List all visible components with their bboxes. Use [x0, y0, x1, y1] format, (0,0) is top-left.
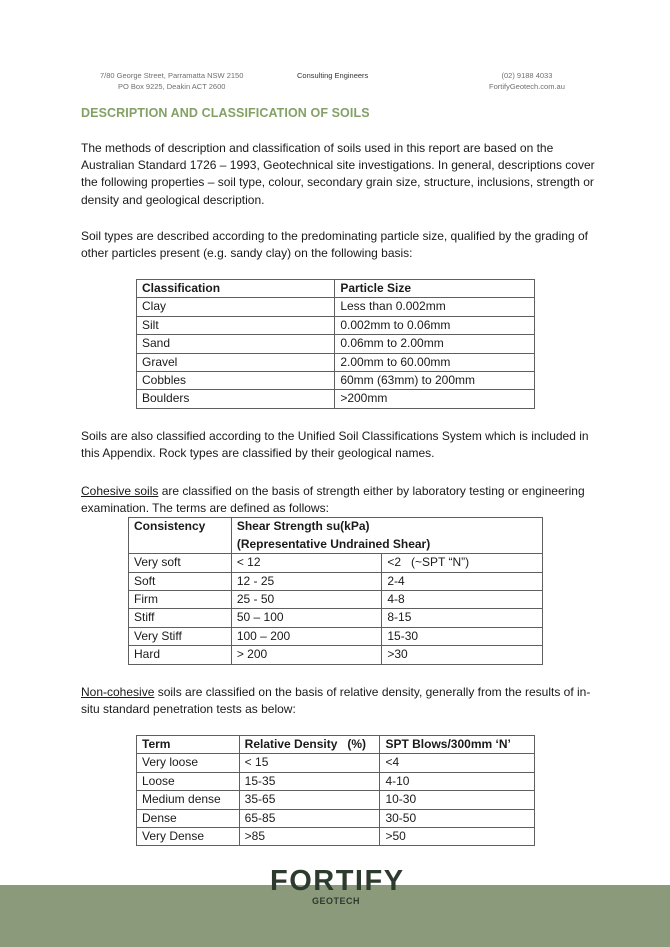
table-cell: Medium dense [137, 791, 240, 809]
table-cell: 10-30 [380, 791, 535, 809]
table-cell: 4-10 [380, 772, 535, 790]
table-row [137, 353, 535, 371]
table-cell: 35-65 [239, 791, 380, 809]
table-row [129, 591, 543, 609]
address-line-1: 7/80 George Street, Parramatta NSW 2150 [100, 71, 244, 80]
header-phone: (02) 9188 4033 [501, 71, 553, 80]
page-title: DESCRIPTION AND CLASSIFICATION OF SOILS [81, 106, 370, 120]
table-cell: 0.06mm to 2.00mm [335, 335, 535, 353]
table-cell: >50 [380, 828, 535, 846]
table-cell: 4-8 [382, 591, 543, 609]
table-row [137, 791, 535, 809]
table-row [129, 627, 543, 645]
table-row [137, 335, 535, 353]
table-cell: 65-85 [239, 809, 380, 827]
table-cell: 2.00mm to 60.00mm [335, 353, 535, 371]
table-cell: 0.002mm to 0.06mm [335, 316, 535, 334]
table-cell: 12 - 25 [231, 572, 382, 590]
shear-strength-header: Shear Strength su(kPa) [236, 519, 370, 533]
table-cell: 15-30 [382, 627, 543, 645]
table-cell: 30-50 [380, 809, 535, 827]
cohesive-soils-table [128, 517, 543, 665]
undrained-shear-header: (Representative Undrained Shear) [236, 536, 431, 551]
table-cell: Boulders [137, 390, 335, 408]
table-cell: Hard [129, 646, 232, 664]
header-contact [489, 70, 565, 92]
table-cell: >85 [239, 828, 380, 846]
table-row [137, 316, 535, 334]
table-row [129, 646, 543, 664]
table-row [137, 298, 535, 316]
uscs-paragraph: Soils are also classified according to the Unified Soil Classifications System which is included in this Appendix. Rock types are classified by their geological names. [81, 429, 589, 461]
table-header-cell: SPT Blows/300mm ‘N’ [380, 736, 535, 754]
table-cell: Loose [137, 772, 240, 790]
table-header-row [137, 280, 535, 298]
table-cell: Very Stiff [129, 627, 232, 645]
table-cell: Very loose [137, 754, 240, 772]
table-cell: 50 – 100 [231, 609, 382, 627]
table-cell: 15-35 [239, 772, 380, 790]
noncohesive-paragraph [81, 684, 601, 718]
header-address [100, 70, 243, 92]
fortify-logo [270, 865, 405, 906]
table-cell: Soft [129, 572, 232, 590]
table-row [137, 754, 535, 772]
cohesive-paragraph [81, 483, 601, 517]
table-cell: 100 – 200 [231, 627, 382, 645]
table-header-cell: Relative Density (%) [239, 736, 380, 754]
table-cell: 60mm (63mm) to 200mm [335, 372, 535, 390]
table-row [137, 772, 535, 790]
table-cell: <4 [380, 754, 535, 772]
table-header-cell: Particle Size [335, 280, 535, 298]
table-cell: Sand [137, 335, 335, 353]
intro-paragraph: The methods of description and classification of soils used in this report are based on the Australian Standard 1726 – 1993, Geotechnical site investigations. In general, descriptions cover the following properties – soil type, colour, secondary grain size, structure, inclusions, strength or density and geological description. [81, 141, 595, 207]
address-line-2: PO Box 9225, Deakin ACT 2600 [117, 82, 226, 91]
header-website: FortifyGeotech.com.au [489, 82, 565, 91]
table-row [137, 828, 535, 846]
logo-wordmark: FORTIFY [270, 865, 405, 897]
noncohesive-term: Non-cohesive [81, 685, 155, 699]
soil-types-paragraph: Soil types are described according to the predominating particle size, qualified by the grading of other particles present (e.g. sandy clay) on the following basis: [81, 229, 588, 261]
relative-density-table [136, 735, 535, 846]
table-row [137, 809, 535, 827]
noncohesive-paragraph-text: soils are classified on the basis of relative density, generally from the results of in-situ standard penetration tests as below: [81, 685, 591, 717]
table-header-row [129, 518, 543, 554]
cohesive-paragraph-text: are classified on the basis of strength either by laboratory testing or engineering examination. The terms are defined as follows: [81, 484, 585, 516]
table-cell: < 15 [239, 754, 380, 772]
table-row [137, 372, 535, 390]
table-cell: Cobbles [137, 372, 335, 390]
table-cell: >30 [382, 646, 543, 664]
particle-size-table [136, 279, 535, 409]
table-cell: 2-4 [382, 572, 543, 590]
table-cell: < 12 [231, 554, 382, 572]
table-cell: Dense [137, 809, 240, 827]
header-tagline: Consulting Engineers [297, 71, 369, 80]
table-cell: Stiff [129, 609, 232, 627]
cohesive-soils-term: Cohesive soils [81, 484, 159, 498]
table-cell: > 200 [231, 646, 382, 664]
table-cell: Gravel [137, 353, 335, 371]
table-cell: Less than 0.002mm [335, 298, 535, 316]
table-cell: <2 (~SPT “N”) [382, 554, 543, 572]
table-cell: Very soft [129, 554, 232, 572]
table-row [137, 390, 535, 408]
logo-subtitle: GEOTECH [311, 896, 360, 906]
table-header-cell [231, 518, 542, 554]
table-cell: Clay [137, 298, 335, 316]
table-cell: 8-15 [382, 609, 543, 627]
table-header-cell: Consistency [129, 518, 232, 554]
table-row [129, 609, 543, 627]
table-cell: Firm [129, 591, 232, 609]
table-header-cell: Classification [137, 280, 335, 298]
table-header-cell: Term [137, 736, 240, 754]
table-cell: Very Dense [137, 828, 240, 846]
table-row [129, 554, 543, 572]
table-cell: >200mm [335, 390, 535, 408]
table-row [129, 572, 543, 590]
table-cell: 25 - 50 [231, 591, 382, 609]
table-header-row [137, 736, 535, 754]
table-cell: Silt [137, 316, 335, 334]
